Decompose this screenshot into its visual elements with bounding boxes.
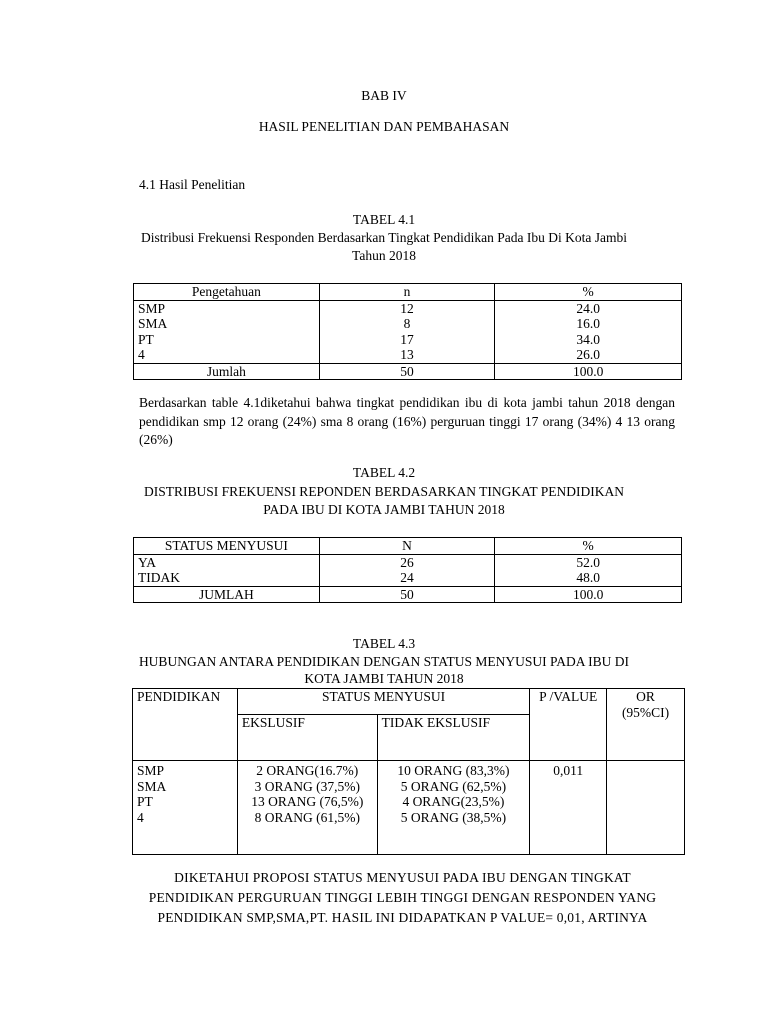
table1-cell: 34.0 — [495, 332, 682, 348]
table1-cell: 16.0 — [495, 316, 682, 332]
table3-header-or-ci: (95%CI) — [621, 704, 670, 720]
table3-header-eksklusif: EKSLUSIF — [237, 715, 377, 761]
table2-total-percent: 100.0 — [495, 586, 682, 603]
table3-tidak-eksklusif-column — [377, 761, 530, 855]
table3-header-or — [607, 689, 685, 761]
table2-total-row — [134, 586, 682, 603]
table1-header-pengetahuan: Pengetahuan — [134, 284, 320, 301]
table3-header-tidak-eksklusif: TIDAK EKSLUSIF — [377, 715, 530, 761]
table1-total-percent: 100.0 — [495, 363, 682, 380]
table-row — [134, 554, 682, 570]
table2-label: TABEL 4.2 — [352, 465, 416, 480]
list-item: 4 ORANG(23,5%) — [402, 794, 505, 809]
table1-total-label: Jumlah — [134, 363, 320, 380]
list-item: 5 ORANG (62,5%) — [400, 778, 507, 794]
table1-total-row — [134, 363, 682, 380]
table2-caption-line1: DISTRIBUSI FREKUENSI REPONDEN BERDASARKAN TINGKAT PENDIDIKAN — [144, 484, 624, 499]
table1-cell: SMP — [134, 300, 320, 316]
table1-caption-line2: Tahun 2018 — [352, 248, 416, 263]
table3-or-cell — [607, 761, 685, 855]
table2-cell: 24 — [319, 570, 495, 586]
table2-cell: 26 — [319, 554, 495, 570]
table1-label: TABEL 4.1 — [352, 212, 416, 227]
list-item: 13 ORANG (76,5%) — [251, 794, 364, 809]
list-item: 3 ORANG (37,5%) — [254, 778, 360, 794]
table3-header-pvalue: P /VALUE — [530, 689, 607, 761]
table-row — [134, 347, 682, 363]
table-row — [134, 332, 682, 348]
list-item: 10 ORANG (83,3%) — [397, 763, 510, 778]
table1-total-n: 50 — [319, 363, 495, 380]
table3-header-status: STATUS MENYUSUI — [237, 689, 529, 715]
table2-cell: 48.0 — [495, 570, 682, 586]
table1-cell: 17 — [319, 332, 495, 348]
table-row — [134, 300, 682, 316]
table2-header-percent: % — [495, 538, 682, 555]
paragraph-table1-summary: Berdasarkan table 4.1diketahui bahwa tingkat pendidikan ibu di kota jambi tahun 2018 dengan pendidikan smp 12 orang (24%) sma 8 orang (16%) perguruan tinggi 17 orang (34%) 4 13 orang (26%) — [139, 395, 675, 447]
table1-cell: 13 — [319, 347, 495, 363]
table1-header-percent: % — [495, 284, 682, 301]
chapter-title: HASIL PENELITIAN DAN PEMBAHASAN — [258, 119, 510, 134]
table3-header-pendidikan: PENDIDIKAN — [133, 689, 238, 761]
table3-caption-line2: KOTA JAMBI TAHUN 2018 — [304, 671, 464, 686]
table2-header-n: N — [319, 538, 495, 555]
table3-pvalue-cell: 0,011 — [530, 761, 607, 855]
table-row — [134, 570, 682, 586]
table3-eksklusif-column — [237, 761, 377, 855]
paragraph-table3-line3: PENDIDIKAN SMP,SMA,PT. HASIL INI DIDAPATKAN P VALUE= 0,01, ARTINYA — [157, 910, 648, 925]
table1-cell: PT — [134, 332, 320, 348]
table2 — [133, 537, 682, 603]
paragraph-table3-line1: DIKETAHUI PROPOSI STATUS MENYUSUI PADA IBU DENGAN TINGKAT — [174, 870, 631, 885]
list-item: PT — [137, 794, 153, 809]
list-item: 5 ORANG (38,5%) — [400, 809, 507, 825]
table1-header-n: n — [319, 284, 495, 301]
list-item: 2 ORANG(16.7%) — [256, 763, 359, 778]
table-row — [134, 316, 682, 332]
table2-cell: TIDAK — [134, 570, 320, 586]
table2-total-label: JUMLAH — [134, 586, 320, 603]
list-item: SMP — [137, 763, 165, 778]
table2-cell: YA — [134, 554, 320, 570]
table1-cell: 26.0 — [495, 347, 682, 363]
table1-cell: 24.0 — [495, 300, 682, 316]
table1-cell: 4 — [134, 347, 320, 363]
list-item: 8 ORANG (61,5%) — [254, 809, 360, 825]
table2-cell: 52.0 — [495, 554, 682, 570]
table3 — [132, 688, 685, 855]
paragraph-table3-line2: PENDIDIKAN PERGURUAN TINGGI LEBIH TINGGI DENGAN RESPONDEN YANG — [148, 890, 657, 905]
table1-caption-line1: Distribusi Frekuensi Responden Berdasarkan Tingkat Pendidikan Pada Ibu Di Kota Jambi — [141, 230, 627, 245]
table3-header-or-label: OR — [636, 689, 655, 704]
table3-pendidikan-column — [133, 761, 238, 855]
table3-caption-line1: HUBUNGAN ANTARA PENDIDIKAN DENGAN STATUS MENYUSUI PADA IBU DI — [138, 654, 630, 669]
table1 — [133, 283, 682, 380]
list-item: SMA — [137, 778, 167, 794]
list-item: 4 — [137, 809, 144, 825]
table1-cell: 8 — [319, 316, 495, 332]
table1-cell: SMA — [134, 316, 320, 332]
table2-caption-line2: PADA IBU DI KOTA JAMBI TAHUN 2018 — [263, 502, 505, 517]
table2-header-status: STATUS MENYUSUI — [134, 538, 320, 555]
table3-label: TABEL 4.3 — [352, 636, 416, 651]
table1-cell: 12 — [319, 300, 495, 316]
chapter-heading: BAB IV — [361, 88, 407, 103]
table2-total-n: 50 — [319, 586, 495, 603]
section-heading: 4.1 Hasil Penelitian — [139, 177, 246, 192]
